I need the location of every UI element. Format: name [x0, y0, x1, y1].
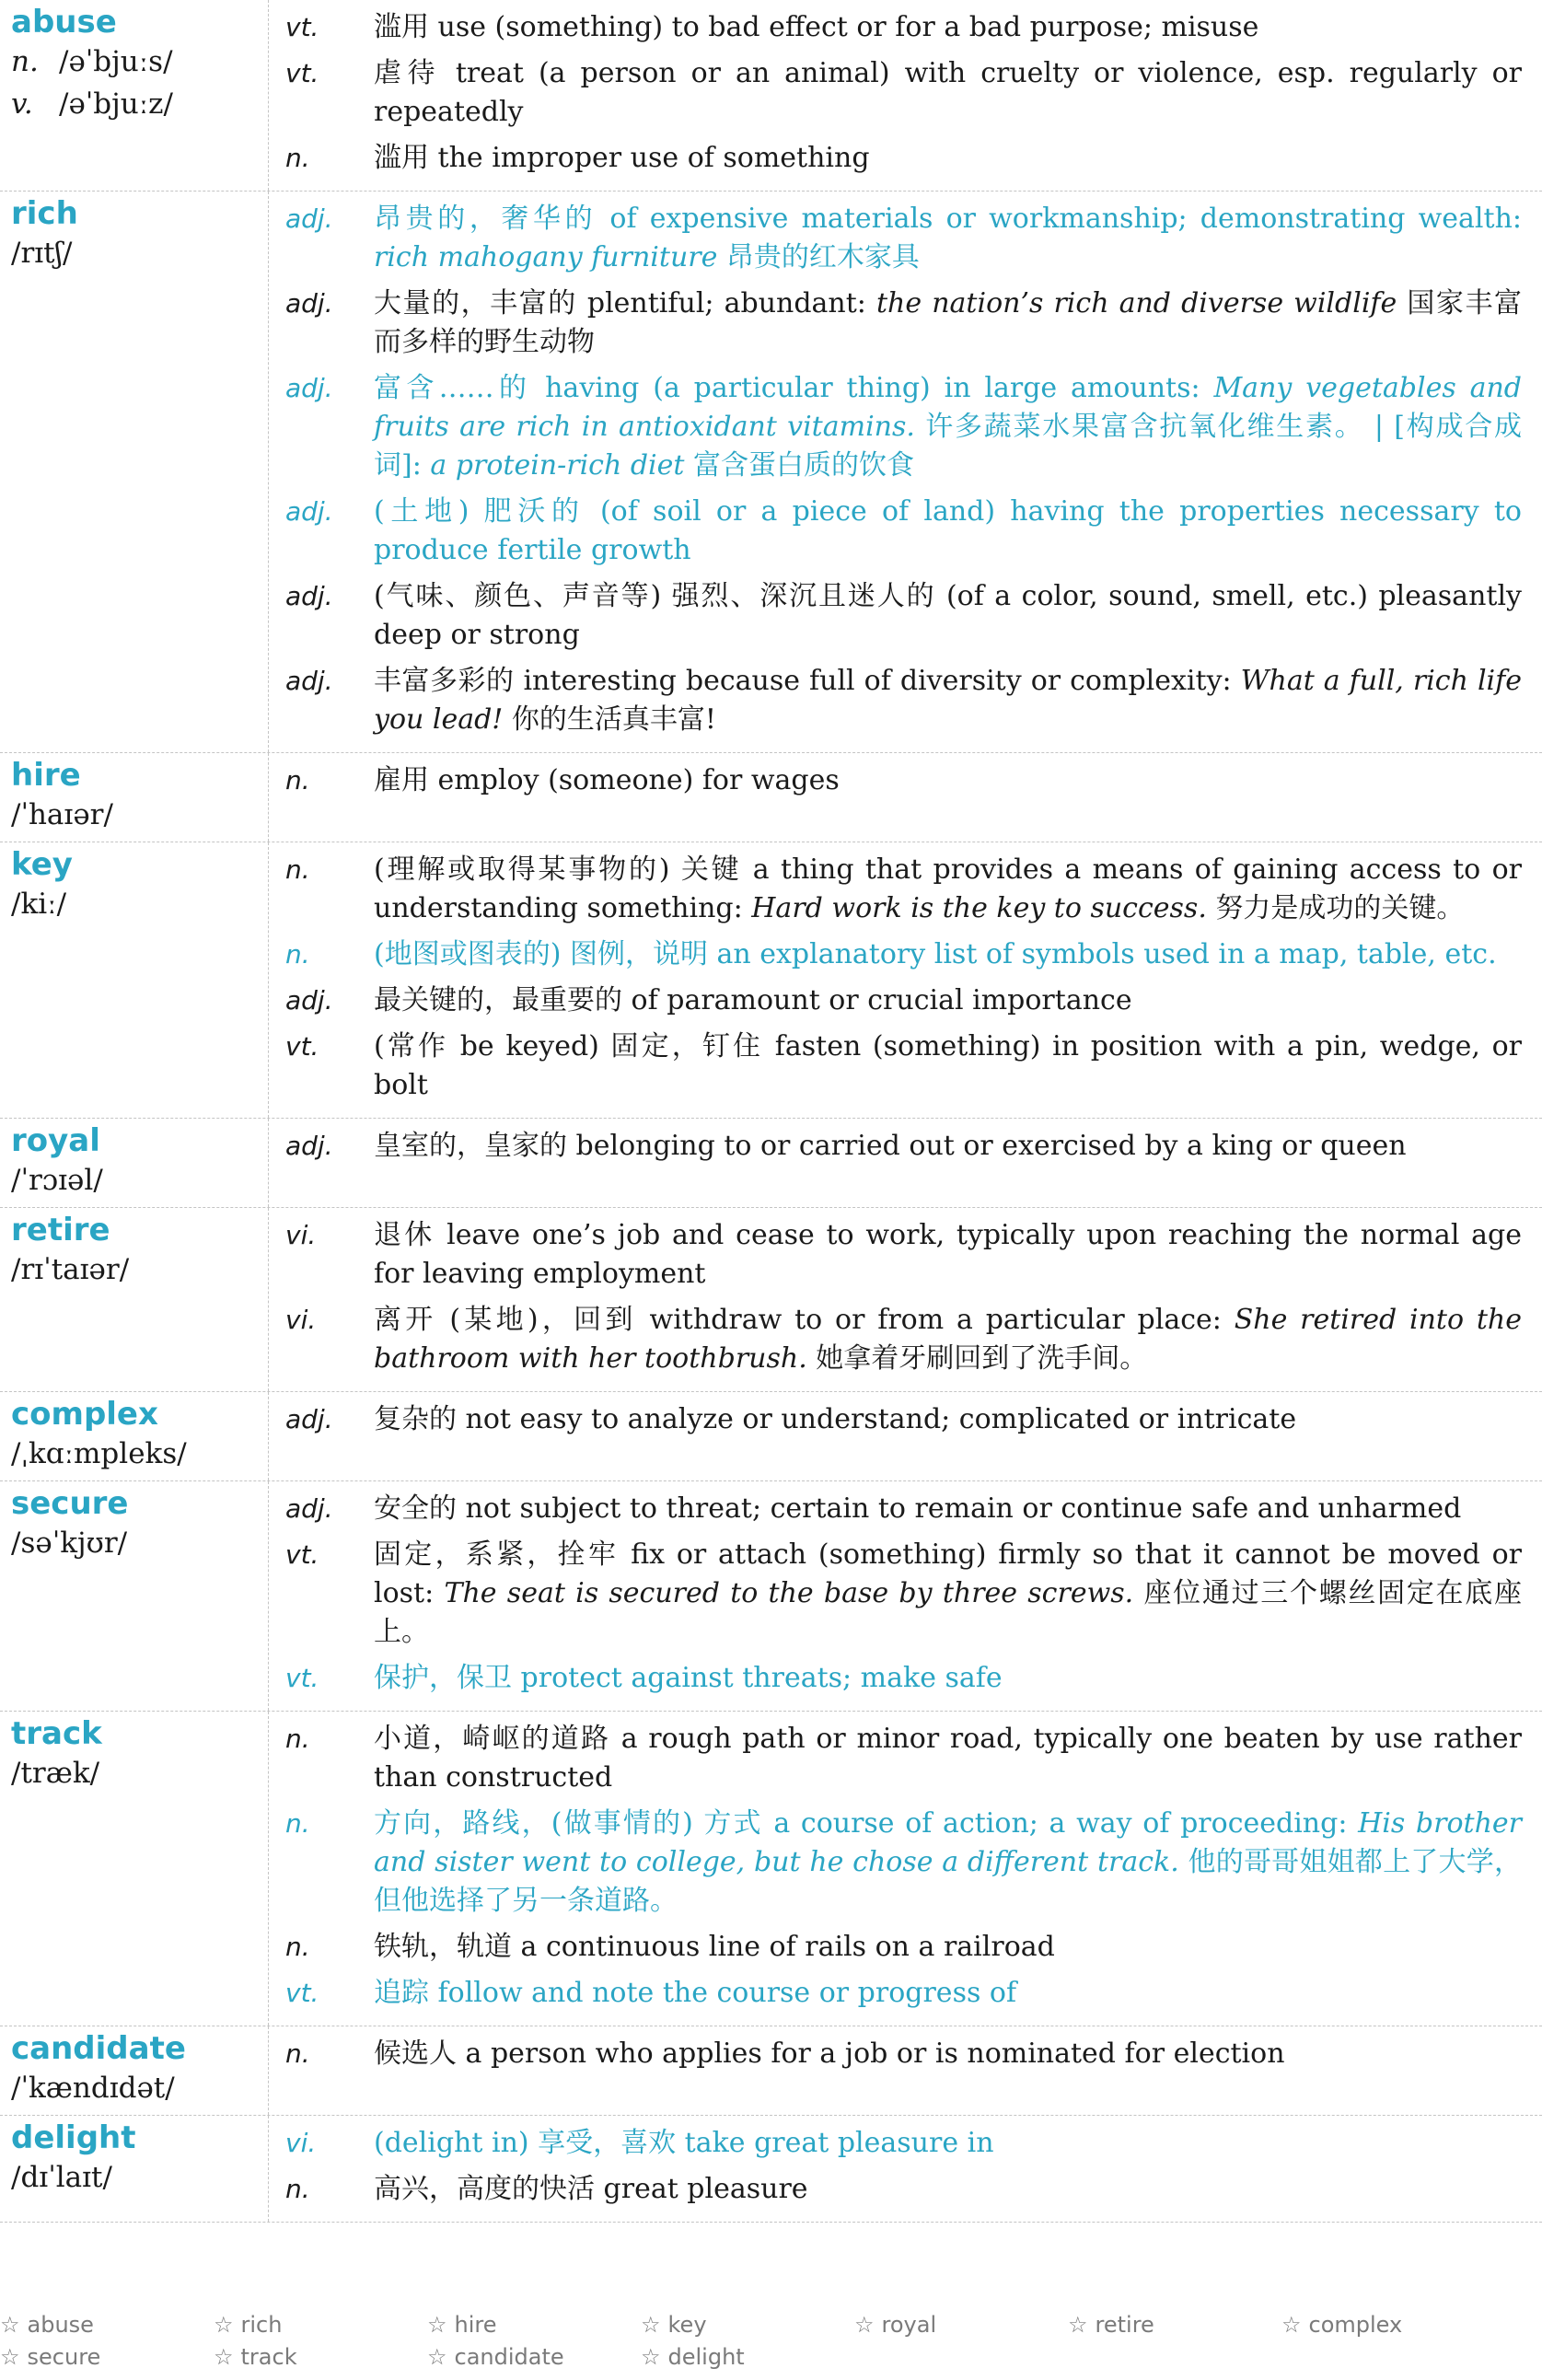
- star-icon[interactable]: ☆: [0, 2311, 20, 2338]
- dictionary-entry: [0, 2026, 1542, 2116]
- headword: royal: [11, 1122, 100, 1159]
- example-translation: 富含蛋白质的饮食: [684, 449, 914, 482]
- pronunciation-pos: v.: [11, 87, 33, 121]
- footer-word-label: hire: [454, 2311, 497, 2338]
- definition: [374, 1659, 1522, 1698]
- definition: [374, 577, 1522, 655]
- entry-headword-cell: [0, 1208, 269, 1391]
- entry-headword-cell: [0, 1712, 269, 2026]
- part-of-speech: adj.: [285, 581, 333, 611]
- definition: [374, 1027, 1522, 1105]
- part-of-speech: n.: [285, 1724, 310, 1754]
- definition: [374, 1127, 1522, 1166]
- footer-word-link[interactable]: [427, 2344, 641, 2370]
- example-sentence: the nation’s rich and diverse wildlife: [876, 287, 1397, 319]
- sense-row: [284, 761, 1522, 800]
- sense-row: [284, 139, 1522, 178]
- footer-word-link[interactable]: [641, 2312, 854, 2338]
- definition: [374, 1720, 1522, 1797]
- definition: [374, 284, 1522, 362]
- dictionary-entry: [0, 1712, 1542, 2026]
- part-of-speech: vt.: [285, 1978, 319, 2008]
- pronunciation: [11, 883, 268, 925]
- sense-row: [284, 577, 1522, 655]
- definition: [374, 1301, 1522, 1378]
- entry-senses: [269, 1208, 1542, 1391]
- definition-text: 小道，崎岖的道路 a rough path or minor road, typically one beaten by use rather than constructed: [374, 1723, 1522, 1794]
- footer-word-label: complex: [1308, 2311, 1403, 2338]
- definition-text: (土地) 肥沃的 (of soil or a piece of land) having the properties necessary to produce fertile growth: [374, 495, 1522, 566]
- sense-row: [284, 1805, 1522, 1921]
- footer-row: [0, 2308, 1542, 2340]
- part-of-speech: n.: [285, 1808, 310, 1839]
- phonetic-transcription: /træk/: [11, 1757, 100, 1790]
- footer-row: [0, 2340, 1542, 2373]
- definition: [374, 2170, 1522, 2209]
- footer-word-label: track: [240, 2343, 297, 2370]
- definition-text: 雇用 employ (someone) for wages: [374, 764, 840, 796]
- footer-word-label: secure: [27, 2343, 101, 2370]
- headword: secure: [11, 1485, 129, 1522]
- footer-word-link[interactable]: [1068, 2312, 1281, 2338]
- footer-word-link[interactable]: [214, 2344, 427, 2370]
- footer-word-label: delight: [667, 2343, 745, 2370]
- example-translation: 国家丰富而多样的野生动物: [374, 287, 1522, 358]
- part-of-speech: vt.: [285, 58, 319, 88]
- definition-text: 安全的 not subject to threat; certain to remain or continue safe and unharmed: [374, 1492, 1462, 1525]
- headword: abuse: [11, 4, 117, 41]
- part-of-speech: adj.: [285, 496, 333, 527]
- sense-row: [284, 1301, 1522, 1378]
- entry-headword-cell: [0, 1119, 269, 1207]
- definition-text: 丰富多彩的 interesting because full of diversity or complexity:: [374, 665, 1241, 697]
- entry-headword-cell: [0, 2116, 269, 2222]
- sense-row: [284, 493, 1522, 570]
- part-of-speech: vi.: [285, 1305, 317, 1335]
- part-of-speech: n.: [285, 939, 310, 969]
- pronunciation: [11, 1433, 268, 1475]
- dictionary-entry: [0, 1481, 1542, 1712]
- definition: [374, 493, 1522, 570]
- pronunciation: [11, 1752, 268, 1794]
- entry-senses: [269, 2116, 1542, 2222]
- entry-senses: [269, 1481, 1542, 1711]
- pronunciation: [11, 1522, 268, 1564]
- entry-headword-cell: [0, 1392, 269, 1480]
- phonetic-transcription: /ˈhaɪər/: [11, 798, 113, 831]
- sense-row: [284, 2035, 1522, 2073]
- part-of-speech: adj.: [285, 1493, 333, 1524]
- part-of-speech: vi.: [285, 1220, 317, 1250]
- entry-headword-cell: [0, 2026, 269, 2115]
- sense-row: [284, 1400, 1522, 1439]
- definition: [374, 851, 1522, 928]
- sense-row: [284, 1720, 1522, 1797]
- part-of-speech: adj.: [285, 1404, 333, 1434]
- sense-row: [284, 1536, 1522, 1652]
- entry-headword-cell: [0, 0, 269, 191]
- phonetic-transcription: /səˈkjʊr/: [11, 1527, 128, 1560]
- headword: rich: [11, 195, 78, 232]
- entry-senses: [269, 0, 1542, 191]
- example-sentence: a protein-rich diet: [430, 449, 685, 482]
- star-icon[interactable]: ☆: [427, 2343, 447, 2370]
- definition: [374, 662, 1522, 739]
- footer-word-label: key: [667, 2311, 707, 2338]
- part-of-speech: n.: [285, 1932, 310, 1962]
- headword: key: [11, 846, 73, 883]
- definition-text: 大量的，丰富的 plentiful; abundant:: [374, 287, 876, 319]
- dictionary-entry: [0, 1119, 1542, 1208]
- part-of-speech: n.: [285, 2038, 310, 2069]
- definition: [374, 200, 1522, 277]
- definition: [374, 369, 1522, 485]
- sense-row: [284, 284, 1522, 362]
- footer-word-label: retire: [1095, 2311, 1154, 2338]
- star-icon[interactable]: ☆: [214, 2343, 234, 2370]
- dictionary-entry: [0, 842, 1542, 1119]
- headword: candidate: [11, 2030, 186, 2067]
- sense-row: [284, 1216, 1522, 1294]
- star-icon[interactable]: ☆: [854, 2311, 875, 2338]
- definition-text: 退休 leave one’s job and cease to work, typically upon reaching the normal age for leaving employment: [374, 1219, 1522, 1290]
- part-of-speech: vi.: [285, 2128, 317, 2158]
- word-index-footer: [0, 2308, 1542, 2373]
- example-translation: 座位通过三个螺丝固定在底座上。: [374, 1577, 1522, 1648]
- entry-headword-cell: [0, 192, 269, 752]
- footer-word-link[interactable]: [641, 2344, 854, 2370]
- pronunciation: [11, 2067, 268, 2109]
- sense-row: [284, 935, 1522, 974]
- definition: [374, 139, 1522, 178]
- entry-senses: [269, 753, 1542, 842]
- definition-text: 离开 (某地)，回到 withdraw to or from a particular place:: [374, 1304, 1235, 1336]
- pronunciation: [11, 1159, 268, 1202]
- definition-text: (delight in) 享受，喜欢 take great pleasure in: [374, 2127, 994, 2159]
- definition: [374, 935, 1522, 974]
- definition-text: 铁轨，轨道 a continuous line of rails on a railroad: [374, 1931, 1055, 1963]
- phonetic-transcription: /rɪtʃ/: [11, 237, 73, 270]
- example-sentence: Many vegetables and fruits are rich in antioxidant vitamins.: [374, 372, 1523, 443]
- part-of-speech: vt.: [285, 1539, 319, 1570]
- definition-text: 候选人 a person who applies for a job or is nominated for election: [374, 2038, 1285, 2070]
- dictionary-entry: [0, 1392, 1542, 1481]
- pronunciation: [11, 2156, 268, 2199]
- dictionary-entry: [0, 0, 1542, 192]
- entry-senses: [269, 1712, 1542, 2026]
- pronunciation: [11, 794, 268, 836]
- definition: [374, 2124, 1522, 2163]
- definition: [374, 1400, 1522, 1439]
- definition-text: (常作 be keyed) 固定，钉住 fasten (something) in position with a pin, wedge, or bolt: [374, 1030, 1522, 1101]
- footer-word-link[interactable]: [214, 2312, 427, 2338]
- phonetic-transcription: /kiː/: [11, 888, 67, 921]
- entry-senses: [269, 2026, 1542, 2115]
- dictionary-entry: [0, 192, 1542, 753]
- definition-text: 滥用 the improper use of something: [374, 142, 870, 174]
- star-icon[interactable]: ☆: [214, 2311, 234, 2338]
- definition-text: 固定，系紧，拴牢 fix or attach (something) firmly so that it cannot be moved or lost:: [374, 1538, 1522, 1609]
- headword: retire: [11, 1212, 110, 1248]
- star-icon[interactable]: ☆: [427, 2311, 447, 2338]
- entry-senses: [269, 1392, 1542, 1480]
- sense-row: [284, 8, 1522, 47]
- part-of-speech: n.: [285, 854, 310, 885]
- headword: hire: [11, 757, 81, 794]
- sense-row: [284, 200, 1522, 277]
- sense-row: [284, 981, 1522, 1020]
- definition-text: 复杂的 not easy to analyze or understand; complicated or intricate: [374, 1403, 1297, 1435]
- footer-word-label: candidate: [454, 2343, 564, 2370]
- example-translation: 努力是成功的关键。: [1206, 892, 1465, 924]
- definition-text: 方向，路线，(做事情的) 方式 a course of action; a way of proceeding:: [374, 1807, 1359, 1840]
- definition: [374, 761, 1522, 800]
- example-sentence: The seat is secured to the base by three screws.: [444, 1577, 1134, 1609]
- part-of-speech: adj.: [285, 985, 333, 1016]
- part-of-speech: vt.: [285, 1031, 319, 1062]
- entry-senses: [269, 842, 1542, 1118]
- part-of-speech: adj.: [285, 203, 333, 234]
- part-of-speech: n.: [285, 143, 310, 173]
- star-icon[interactable]: ☆: [641, 2343, 661, 2370]
- sense-row: [284, 1659, 1522, 1698]
- sense-row: [284, 2124, 1522, 2163]
- star-icon[interactable]: ☆: [1281, 2311, 1302, 2338]
- definition: [374, 8, 1522, 47]
- part-of-speech: n.: [285, 765, 310, 795]
- entry-headword-cell: [0, 842, 269, 1118]
- definition: [374, 2035, 1522, 2073]
- definition: [374, 54, 1522, 132]
- footer-word-link[interactable]: [0, 2312, 214, 2338]
- footer-word-label: royal: [881, 2311, 937, 2338]
- part-of-speech: adj.: [285, 288, 333, 319]
- part-of-speech: n.: [285, 2174, 310, 2204]
- definition: [374, 1928, 1522, 1967]
- part-of-speech: vt.: [285, 12, 319, 42]
- sense-row: [284, 369, 1522, 485]
- dictionary-entry: [0, 753, 1542, 842]
- footer-word-label: abuse: [27, 2311, 94, 2338]
- sense-row: [284, 2170, 1522, 2209]
- star-icon[interactable]: ☆: [641, 2311, 661, 2338]
- definition-text: (气味、颜色、声音等) 强烈、深沉且迷人的 (of a color, sound, smell, etc.) pleasantly deep or strong: [374, 580, 1522, 651]
- phonetic-transcription: /əˈbjuːz/: [59, 87, 173, 121]
- definition: [374, 1216, 1522, 1294]
- pronunciation-pos: n.: [11, 45, 39, 78]
- example-translation: 你的生活真丰富!: [503, 703, 716, 736]
- entry-senses: [269, 192, 1542, 752]
- sense-row: [284, 1490, 1522, 1528]
- pronunciation: [11, 232, 268, 274]
- definition-text: 滥用 use (something) to bad effect or for a bad purpose; misuse: [374, 11, 1259, 43]
- definition: [374, 1536, 1522, 1652]
- example-sentence: She retired into the bathroom with her toothbrush.: [374, 1304, 1522, 1375]
- pronunciation: [11, 1248, 268, 1291]
- definition-text: 富含……的 having (a particular thing) in large amounts:: [374, 372, 1214, 404]
- footer-word-label: rich: [240, 2311, 283, 2338]
- footer-word-link[interactable]: [1281, 2312, 1495, 2338]
- sense-row: [284, 851, 1522, 928]
- sense-row: [284, 54, 1522, 132]
- definition: [374, 981, 1522, 1020]
- phonetic-transcription: /ˈkændɪdət/: [11, 2072, 175, 2105]
- headword: complex: [11, 1396, 158, 1433]
- sense-row: [284, 1928, 1522, 1967]
- entry-headword-cell: [0, 1481, 269, 1711]
- entry-senses: [269, 1119, 1542, 1207]
- pronunciation: [11, 83, 268, 125]
- definition-text: 最关键的，最重要的 of paramount or crucial importance: [374, 984, 1132, 1016]
- example-sentence: Hard work is the key to success.: [751, 892, 1207, 924]
- sense-row: [284, 1974, 1522, 2013]
- definition: [374, 1974, 1522, 2013]
- example-translation: 昂贵的红木家具: [717, 241, 920, 273]
- entry-headword-cell: [0, 753, 269, 842]
- phonetic-transcription: /dɪˈlaɪt/: [11, 2161, 112, 2194]
- definition-text: 保护，保卫 protect against threats; make safe: [374, 1662, 1003, 1694]
- part-of-speech: vt.: [285, 1663, 319, 1693]
- headword: delight: [11, 2119, 136, 2156]
- definition-text: 高兴，高度的快活 great pleasure: [374, 2173, 808, 2205]
- footer-word-link[interactable]: [427, 2312, 641, 2338]
- example-translation: 他的哥哥姐姐都上了大学，但他选择了另一条道路。: [374, 1846, 1522, 1917]
- sense-row: [284, 1027, 1522, 1105]
- footer-word-link[interactable]: [854, 2312, 1068, 2338]
- example-translation: 许多蔬菜水果富含抗氧化维生素。 | [构成合成词]:: [374, 411, 1522, 482]
- phonetic-transcription: /əˈbjuːs/: [59, 45, 173, 78]
- phonetic-transcription: /ˌkɑːmpleks/: [11, 1437, 187, 1470]
- dictionary-entry: [0, 1208, 1542, 1392]
- definition-text: 虐待 treat (a person or an animal) with cruelty or violence, esp. regularly or repeatedly: [374, 57, 1522, 128]
- dictionary-entry: [0, 2116, 1542, 2223]
- definition-text: 皇室的，皇家的 belonging to or carried out or exercised by a king or queen: [374, 1130, 1407, 1162]
- part-of-speech: adj.: [285, 373, 333, 403]
- phonetic-transcription: /ˈrɔɪəl/: [11, 1164, 103, 1197]
- example-sentence: rich mahogany furniture: [374, 241, 718, 273]
- footer-word-link[interactable]: [0, 2344, 214, 2370]
- star-icon[interactable]: ☆: [0, 2343, 20, 2370]
- headword: track: [11, 1715, 102, 1752]
- example-sentence: What a full, rich life you lead!: [374, 665, 1522, 736]
- example-translation: 她拿着牙刷回到了洗手间。: [806, 1342, 1148, 1375]
- definition-text: (地图或图表的) 图例，说明 an explanatory list of symbols used in a map, table, etc.: [374, 938, 1497, 970]
- sense-row: [284, 662, 1522, 739]
- part-of-speech: adj.: [285, 666, 333, 696]
- star-icon[interactable]: ☆: [1068, 2311, 1088, 2338]
- definition-text: 昂贵的，奢华的 of expensive materials or workmanship; demonstrating wealth:: [374, 203, 1522, 235]
- example-sentence: His brother and sister went to college, but he chose a different track.: [374, 1807, 1523, 1878]
- definition-text: 追踪 follow and note the course or progress of: [374, 1977, 1017, 2009]
- pronunciation: [11, 41, 268, 83]
- definition: [374, 1490, 1522, 1528]
- definition-text: (理解或取得某事物的) 关键 a thing that provides a means of gaining access to or understanding something:: [374, 853, 1522, 924]
- sense-row: [284, 1127, 1522, 1166]
- part-of-speech: adj.: [285, 1131, 333, 1161]
- phonetic-transcription: /rɪˈtaɪər/: [11, 1253, 130, 1286]
- definition: [374, 1805, 1522, 1921]
